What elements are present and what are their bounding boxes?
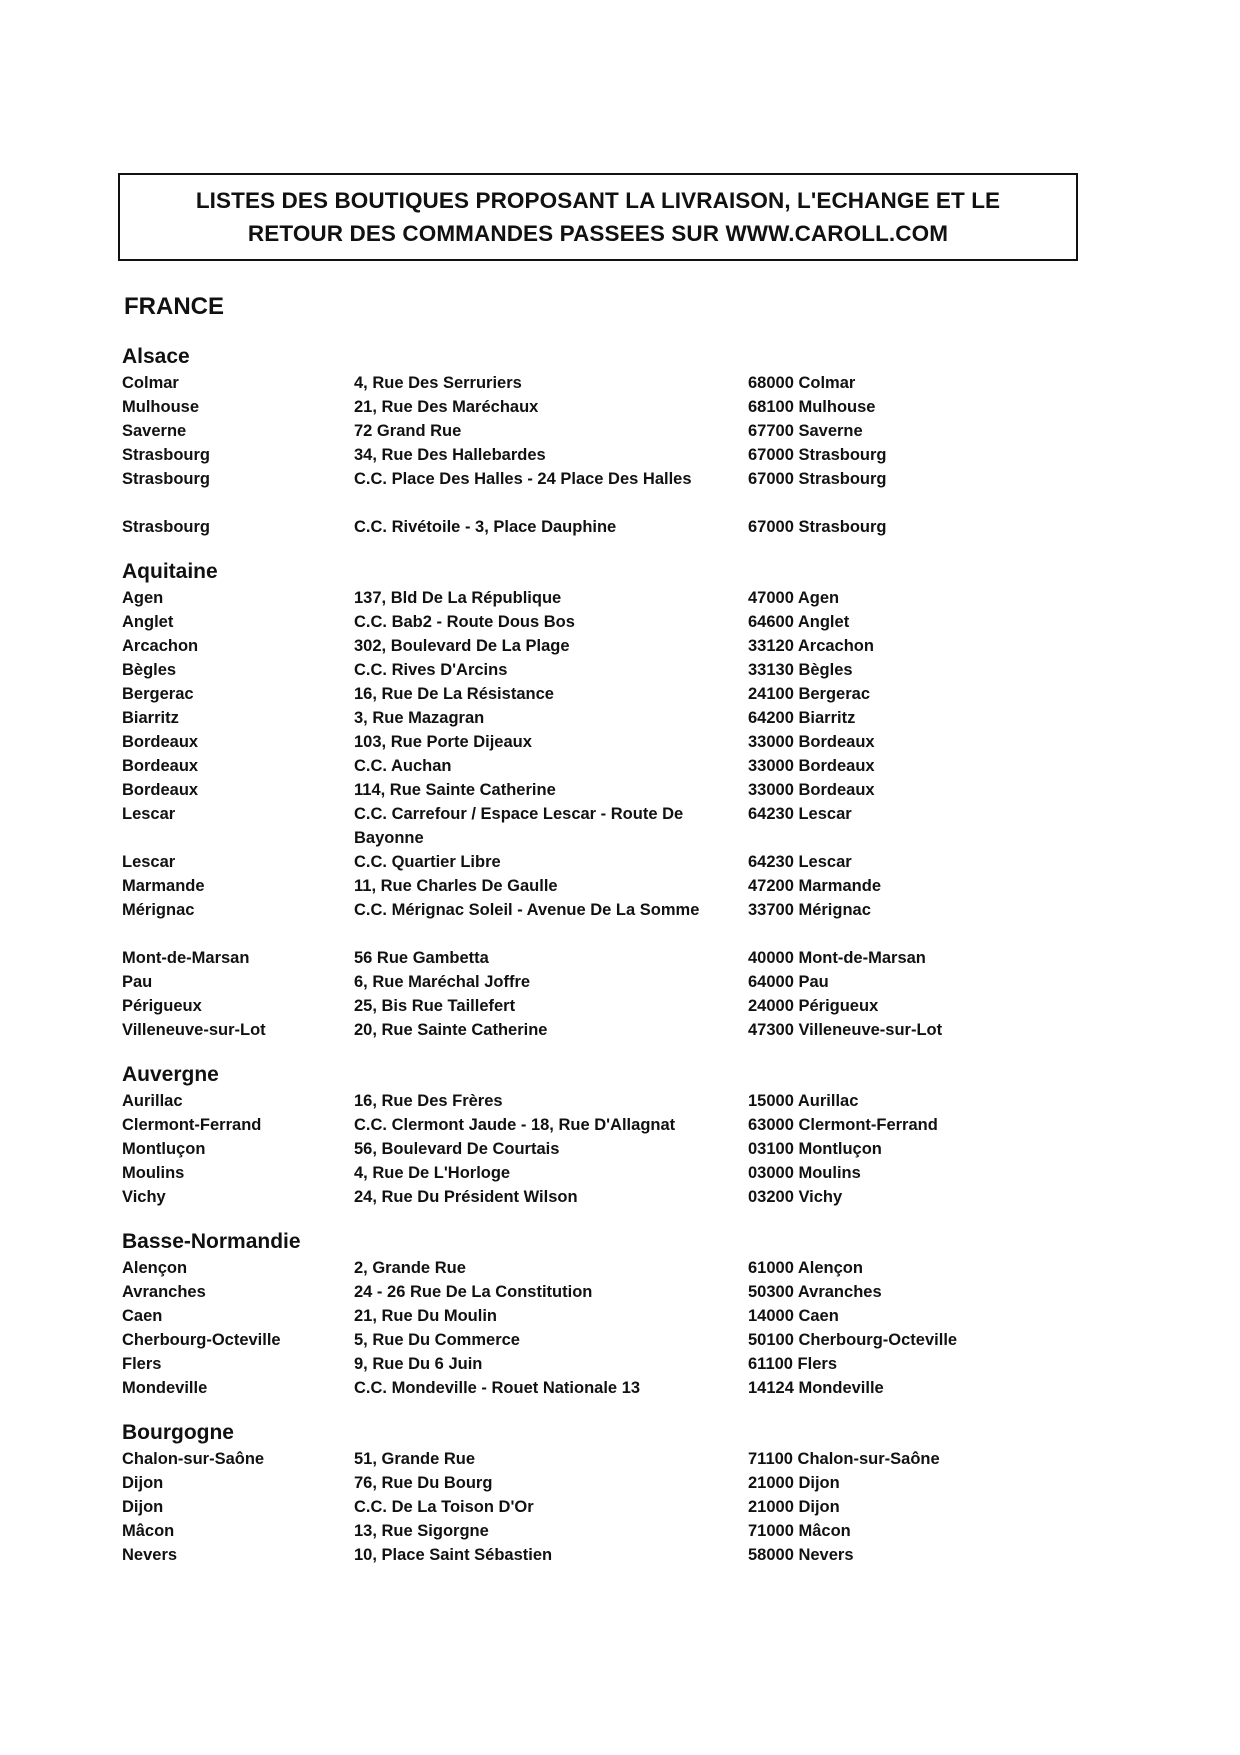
store-address: C.C. Place Des Halles - 24 Place Des Halles [354, 470, 692, 488]
store-city: Dijon [122, 1498, 164, 1516]
store-postal: 14000 Caen [748, 1307, 839, 1325]
store-row [122, 467, 1082, 491]
store-postal: 47000 Agen [748, 589, 840, 607]
store-city: Marmande [122, 877, 205, 895]
store-postal: 33000 Bordeaux [748, 757, 875, 775]
store-row [122, 1328, 1082, 1352]
store-address: 21, Rue Des Maréchaux [354, 398, 539, 416]
store-address: 9, Rue Du 6 Juin [354, 1355, 483, 1373]
store-address: 16, Rue Des Frères [354, 1092, 503, 1110]
store-city: Strasbourg [122, 446, 211, 464]
store-city: Strasbourg [122, 518, 211, 536]
store-city: Agen [122, 589, 164, 607]
store-postal: 64000 Pau [748, 973, 829, 991]
store-postal: 64200 Biarritz [748, 709, 856, 727]
region-heading: Auvergne [122, 1063, 219, 1086]
country-heading: FRANCE [124, 293, 224, 320]
store-city: Cherbourg-Octeville [122, 1331, 281, 1349]
store-row [122, 1304, 1082, 1328]
store-postal: 15000 Aurillac [748, 1092, 859, 1110]
store-postal: 71000 Mâcon [748, 1522, 851, 1540]
store-address: C.C. Auchan [354, 757, 452, 775]
store-address: 16, Rue De La Résistance [354, 685, 554, 703]
store-city: Bordeaux [122, 733, 199, 751]
store-address: 51, Grande Rue [354, 1450, 476, 1468]
store-postal: 68100 Mulhouse [748, 398, 876, 416]
store-postal: 64600 Anglet [748, 613, 850, 631]
store-row [122, 1185, 1082, 1209]
store-row [122, 1089, 1082, 1113]
store-row [122, 371, 1082, 395]
store-city: Strasbourg [122, 470, 211, 488]
store-row [122, 802, 1082, 850]
store-address: 24 - 26 Rue De La Constitution [354, 1283, 593, 1301]
store-row [122, 610, 1082, 634]
store-postal: 03000 Moulins [748, 1164, 861, 1182]
store-postal: 33000 Bordeaux [748, 781, 875, 799]
store-postal: 50100 Cherbourg-Octeville [748, 1331, 958, 1349]
store-postal: 61000 Alençon [748, 1259, 863, 1277]
store-city: Villeneuve-sur-Lot [122, 1021, 266, 1039]
store-city: Biarritz [122, 709, 179, 727]
store-city: Clermont-Ferrand [122, 1116, 262, 1134]
store-city: Mont-de-Marsan [122, 949, 250, 967]
store-row [122, 1113, 1082, 1137]
store-address: C.C. Quartier Libre [354, 853, 501, 871]
store-row [122, 778, 1082, 802]
store-row [122, 1137, 1082, 1161]
store-city: Bergerac [122, 685, 194, 703]
store-postal: 58000 Nevers [748, 1546, 854, 1564]
store-city: Mâcon [122, 1522, 175, 1540]
store-row [122, 970, 1082, 994]
store-postal: 67000 Strasbourg [748, 446, 887, 464]
store-row [122, 1161, 1082, 1185]
store-row [122, 946, 1082, 970]
store-address: 4, Rue De L'Horloge [354, 1164, 511, 1182]
store-row [122, 443, 1082, 467]
region-heading: Bourgogne [122, 1421, 234, 1444]
store-address: C.C. Mérignac Soleil - Avenue De La Somme [354, 901, 700, 919]
store-city: Montluçon [122, 1140, 206, 1158]
store-city: Bordeaux [122, 757, 199, 775]
store-address: 13, Rue Sigorgne [354, 1522, 489, 1540]
store-city: Arcachon [122, 637, 199, 655]
store-row [122, 754, 1082, 778]
region-heading: Aquitaine [122, 560, 218, 583]
store-city: Alençon [122, 1259, 188, 1277]
store-address: C.C. De La Toison D'Or [354, 1498, 534, 1516]
store-address: 56 Rue Gambetta [354, 949, 489, 967]
store-address: C.C. Clermont Jaude - 18, Rue D'Allagnat [354, 1116, 676, 1134]
region-heading: Alsace [122, 345, 190, 368]
store-address: 5, Rue Du Commerce [354, 1331, 520, 1349]
store-row [122, 706, 1082, 730]
store-address: 4, Rue Des Serruriers [354, 374, 522, 392]
store-postal: 03100 Montluçon [748, 1140, 882, 1158]
store-city: Moulins [122, 1164, 185, 1182]
store-address: C.C. Bab2 - Route Dous Bos [354, 613, 575, 631]
store-address: C.C. Mondeville - Rouet Nationale 13 [354, 1379, 641, 1397]
store-row [122, 850, 1082, 874]
store-row [122, 1256, 1082, 1280]
store-postal: 24100 Bergerac [748, 685, 871, 703]
store-address: 56, Boulevard De Courtais [354, 1140, 560, 1158]
store-address: 11, Rue Charles De Gaulle [354, 877, 558, 895]
store-listing [122, 344, 1082, 1567]
store-address: 103, Rue Porte Dijeaux [354, 733, 532, 751]
store-address: 21, Rue Du Moulin [354, 1307, 498, 1325]
store-postal: 68000 Colmar [748, 374, 856, 392]
store-postal: 14124 Mondeville [748, 1379, 884, 1397]
store-row [122, 1352, 1082, 1376]
store-postal: 47300 Villeneuve-sur-Lot [748, 1021, 943, 1039]
store-postal: 67000 Strasbourg [748, 518, 887, 536]
store-city: Bègles [122, 661, 177, 679]
store-address: 137, Bld De La République [354, 589, 562, 607]
store-address: 24, Rue Du Président Wilson [354, 1188, 578, 1206]
store-row [122, 874, 1082, 898]
store-row [122, 395, 1082, 419]
store-postal: 63000 Clermont-Ferrand [748, 1116, 938, 1134]
store-row [122, 1543, 1082, 1567]
store-postal: 33120 Arcachon [748, 637, 874, 655]
store-postal: 21000 Dijon [748, 1498, 840, 1516]
store-row [122, 994, 1082, 1018]
store-city: Avranches [122, 1283, 206, 1301]
store-postal: 50300 Avranches [748, 1283, 882, 1301]
store-address: 20, Rue Sainte Catherine [354, 1021, 548, 1039]
store-city: Flers [122, 1355, 162, 1373]
store-address: 114, Rue Sainte Catherine [354, 781, 556, 799]
store-row [122, 1280, 1082, 1304]
store-postal: 21000 Dijon [748, 1474, 840, 1492]
store-postal: 03200 Vichy [748, 1188, 843, 1206]
store-postal: 33000 Bordeaux [748, 733, 875, 751]
store-address: 76, Rue Du Bourg [354, 1474, 493, 1492]
store-city: Nevers [122, 1546, 178, 1564]
store-postal: 71100 Chalon-sur-Saône [748, 1450, 940, 1468]
store-row [122, 515, 1082, 539]
store-row [122, 730, 1082, 754]
store-city: Aurillac [122, 1092, 183, 1110]
store-row [122, 1471, 1082, 1495]
store-row [122, 1519, 1082, 1543]
store-city: Chalon-sur-Saône [122, 1450, 265, 1468]
region-heading: Basse-Normandie [122, 1230, 301, 1253]
store-postal: 24000 Périgueux [748, 997, 879, 1015]
store-postal: 40000 Mont-de-Marsan [748, 949, 926, 967]
store-city: Colmar [122, 374, 179, 392]
store-postal: 67000 Strasbourg [748, 470, 887, 488]
store-address: 302, Boulevard De La Plage [354, 637, 570, 655]
store-row [122, 1018, 1082, 1042]
store-row [122, 586, 1082, 610]
store-postal: 64230 Lescar [748, 805, 852, 823]
store-address: 10, Place Saint Sébastien [354, 1546, 553, 1564]
title-line-2: RETOUR DES COMMANDES PASSEES SUR WWW.CAROLL.COM [247, 221, 949, 246]
store-postal: 61100 Flers [748, 1355, 837, 1373]
store-address: 2, Grande Rue [354, 1259, 466, 1277]
store-city: Dijon [122, 1474, 164, 1492]
store-row [122, 419, 1082, 443]
store-address: 34, Rue Des Hallebardes [354, 446, 546, 464]
store-row [122, 1447, 1082, 1471]
store-postal: 64230 Lescar [748, 853, 852, 871]
store-address: C.C. Rivétoile - 3, Place Dauphine [354, 518, 617, 536]
store-row [122, 1376, 1082, 1400]
store-city: Pau [122, 973, 153, 991]
store-address: 72 Grand Rue [354, 422, 462, 440]
store-city: Anglet [122, 613, 174, 631]
store-address: C.C. Rives D'Arcins [354, 661, 508, 679]
store-postal: 33700 Mérignac [748, 901, 871, 919]
store-city: Mulhouse [122, 398, 199, 416]
store-postal: 33130 Bègles [748, 661, 853, 679]
store-city: Mérignac [122, 901, 195, 919]
store-address: 3, Rue Mazagran [354, 709, 485, 727]
store-row [122, 1495, 1082, 1519]
store-city: Saverne [122, 422, 187, 440]
title-box [118, 173, 1078, 261]
store-city: Mondeville [122, 1379, 208, 1397]
store-city: Vichy [122, 1188, 166, 1206]
store-row [122, 658, 1082, 682]
store-address: 6, Rue Maréchal Joffre [354, 973, 531, 991]
store-row [122, 898, 1082, 922]
store-postal: 47200 Marmande [748, 877, 881, 895]
title-line-1: LISTES DES BOUTIQUES PROPOSANT LA LIVRAISON, L'ECHANGE ET LE [195, 188, 1001, 213]
store-address: C.C. Carrefour / Espace Lescar - Route De Bayonne [354, 805, 684, 847]
store-row [122, 682, 1082, 706]
store-city: Périgueux [122, 997, 202, 1015]
store-address: 25, Bis Rue Taillefert [354, 997, 516, 1015]
store-city: Lescar [122, 853, 176, 871]
store-postal: 67700 Saverne [748, 422, 863, 440]
store-city: Lescar [122, 805, 176, 823]
store-row [122, 634, 1082, 658]
store-city: Caen [122, 1307, 163, 1325]
store-city: Bordeaux [122, 781, 199, 799]
